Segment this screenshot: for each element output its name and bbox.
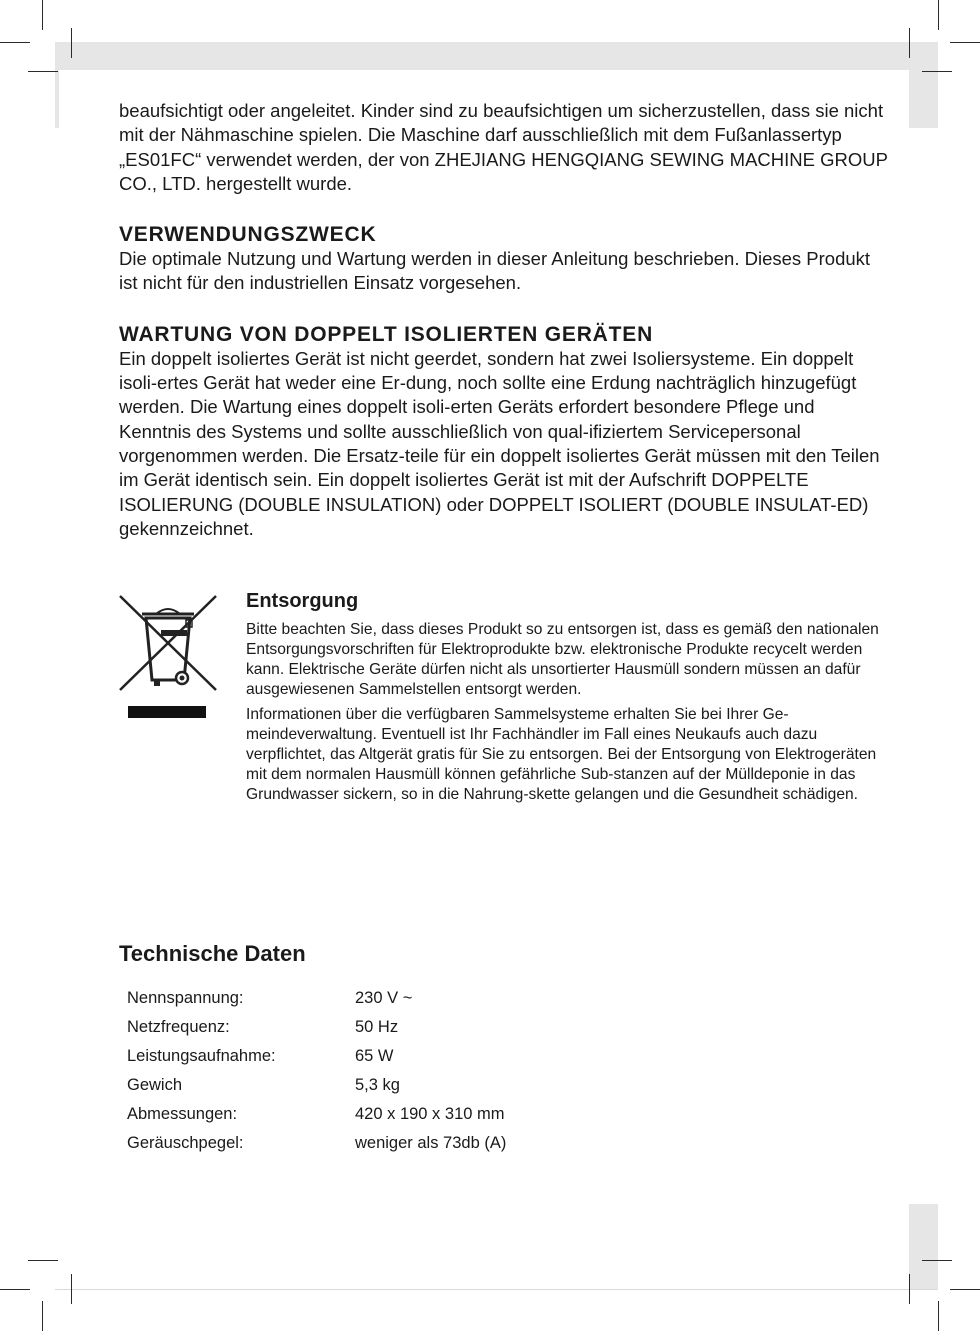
spec-row <box>127 1104 819 1133</box>
crop-mark <box>950 1289 980 1290</box>
main-content <box>119 99 889 541</box>
intro-paragraph: beaufsichtigt oder angeleitet. Kinder sind zu beaufsichtigen um sicherzustellen, dass sie nicht mit der Nähmaschine spielen. Die Maschine darf ausschließlich mit dem Fußanlassertyp „ES01FC“ verwendet werden, der von ZHEJIANG HENGQIANG SEWING MACHINE GROUP CO., LTD. hergestellt wurde. <box>119 100 888 194</box>
spec-row <box>127 1133 819 1162</box>
crop-mark <box>0 1289 30 1290</box>
right-page-tab-bottom <box>909 1204 938 1290</box>
spec-row <box>127 988 819 1017</box>
spec-label: Nennspannung: <box>127 989 244 1007</box>
crop-mark <box>909 28 910 58</box>
maintenance-heading: WARTUNG VON DOPPELT ISOLIERTEN GERÄTEN <box>119 322 654 346</box>
purpose-paragraph: Die optimale Nutzung und Wartung werden in dieser Anleitung beschrieben. Dieses Produkt ist nicht für den industriellen Einsatz vorgesehen. <box>119 248 871 294</box>
spec-value: 50 Hz <box>355 1018 399 1036</box>
spec-row <box>127 1046 819 1075</box>
spec-label: Geräuschpegel: <box>127 1134 244 1152</box>
spec-label: Leistungsaufnahme: <box>127 1047 276 1065</box>
spec-row <box>127 1075 819 1104</box>
disposal-text-block <box>246 588 886 810</box>
spec-value: 420 x 190 x 310 mm <box>355 1105 505 1123</box>
spec-row <box>127 1017 819 1046</box>
maintenance-paragraph: Ein doppelt isoliertes Gerät ist nicht geerdet, sondern hat zwei Isoliersysteme. Ein doppelt isoli-ertes Gerät hat weder eine Er-dung, noch sollte eine Erdung nachträglich hinzugefügt werden. Die Wartung eines doppelt isoli-erten Geräts erfordert besondere Pflege und Kenntnis des Systems und sollte ausschließlich von qual-ifiziertem Servicepersonal vorgenommen werden. Die Ersatz-teile für ein doppelt isoliertes Gerät müssen mit den Teilen im Gerät identisch sein. Ein doppelt isoliertes Gerät ist mit der Aufschrift DOPPELTE ISOLIERUNG (DOUBLE INSULATION) oder DOPPELT ISOLIERT (DOUBLE INSULAT-ED) gekennzeichnet. <box>119 347 880 539</box>
left-page-tab <box>55 42 59 128</box>
technical-data-section <box>119 940 819 1162</box>
crop-mark <box>922 1260 952 1261</box>
crop-mark <box>909 1274 910 1304</box>
spec-value: 65 W <box>355 1047 394 1065</box>
technical-data-title: Technische Daten <box>119 941 306 966</box>
crop-mark <box>28 1260 58 1261</box>
spec-label: Netzfrequenz: <box>127 1018 230 1036</box>
crop-mark <box>71 1274 72 1304</box>
crop-mark <box>938 0 939 30</box>
spec-value: weniger als 73db (A) <box>355 1134 507 1152</box>
crop-mark <box>0 42 30 43</box>
footer-line <box>55 1289 938 1290</box>
crossed-out-wheelie-bin-icon <box>118 594 218 722</box>
crop-mark <box>42 1301 43 1331</box>
right-page-tab-top <box>909 42 938 128</box>
disposal-paragraph: Bitte beachten Sie, dass dieses Produkt so zu entsorgen ist, dass es gemäß den nationalen Entsorgungsvorschriften für Elektroprodukte bzw. elektronische Produkte recycelt werden kann. Elektrische Geräte dürfen nicht als unsortierter Hausmüll sondern müssen an dafür ausgewiesenen Sammelstellen entsorgt werden. <box>246 621 879 698</box>
crop-mark <box>922 71 952 72</box>
disposal-paragraph: Informationen über die verfügbaren Sammelsysteme erhalten Sie bei Ihrer Ge-meindeverwaltung. Eventuell ist Ihr Fachhändler im Fall eines Neukaufs auch dazu verpflichtet, das Altgerät gratis für Sie zu entsorgen. Bei der Entsorgung von Elektrogeräten mit dem normalen Hausmüll können gefährliche Sub-stanzen auf der Mülldeponie in das Grundwasser sickern, so in die Nahrung-skette gelangen und die Gesundheit schädigen. <box>246 706 877 803</box>
spec-label: Gewich <box>127 1076 183 1094</box>
crop-mark <box>28 71 58 72</box>
crop-mark <box>950 42 980 43</box>
spec-value: 5,3 kg <box>355 1076 400 1094</box>
disposal-title: Entsorgung <box>246 590 359 612</box>
spec-label: Abmessungen: <box>127 1105 238 1123</box>
spec-value: 230 V ~ <box>355 989 413 1007</box>
crop-mark <box>42 0 43 30</box>
header-band <box>55 42 938 70</box>
crop-mark <box>938 1301 939 1331</box>
purpose-heading: VERWENDUNGSZWECK <box>119 223 377 247</box>
crop-mark <box>71 28 72 58</box>
